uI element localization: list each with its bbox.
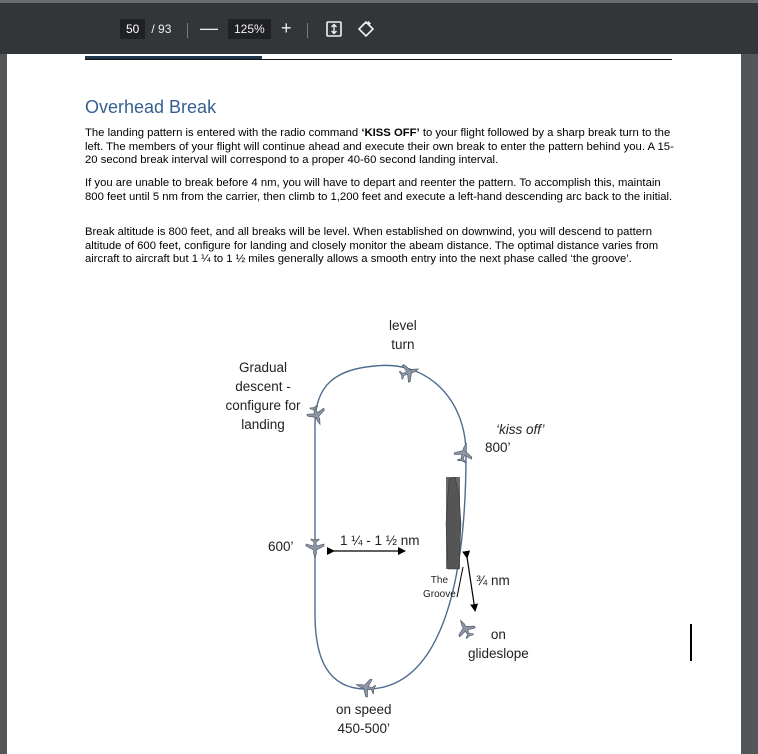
label-600: 600’ xyxy=(268,539,294,554)
label-kiss-off-altitude: 800’ xyxy=(485,440,511,455)
header-rule xyxy=(85,59,672,60)
label-on-glideslope xyxy=(468,625,529,663)
p1-text-end: to your flight followed by a sharp break turn to the left. The members of your flight will continue ahead and execute their own break to enter the pattern behind you. A 15-20 second break interval will correspond to a proper 40-60 second landing interval. xyxy=(85,127,674,167)
label-gradual-line2: descent - xyxy=(235,379,291,394)
label-glideslope-line2: glideslope xyxy=(468,646,529,661)
zoom-out-button[interactable]: — xyxy=(200,18,218,38)
carrier-shape xyxy=(446,477,460,569)
pdf-toolbar xyxy=(0,0,758,54)
pattern-oval xyxy=(314,414,493,691)
page-indicator xyxy=(120,3,171,54)
toolbar-divider xyxy=(187,23,188,38)
section-heading: Overhead Break xyxy=(85,97,217,117)
toolbar-divider xyxy=(307,23,308,38)
label-level-turn-line2: turn xyxy=(391,337,415,352)
label-groove-line1: The xyxy=(430,575,449,586)
page-number-input[interactable]: 50 xyxy=(120,19,145,39)
zoom-input[interactable]: 125% xyxy=(228,19,271,39)
label-glideslope-line1: on xyxy=(490,627,506,642)
fit-page-icon[interactable] xyxy=(325,3,343,54)
label-on-speed-line2: 450-500’ xyxy=(337,721,391,736)
label-level-turn xyxy=(389,316,417,354)
label-on-speed xyxy=(336,700,392,738)
label-gradual-descent xyxy=(217,358,309,434)
p1-bold-command: ‘KISS OFF’ xyxy=(361,127,420,139)
label-level-turn-line1: level xyxy=(389,318,417,333)
paragraph-3: Break altitude is 800 feet, and all breaks will be level. When established on downwind, you will descend to pattern altitude of 600 feet, configure for landing and closely monitor the abeam distance. The optimal distance varies from aircraft to aircraft but 1 ¼ to 1 ½ miles generally allows a smooth entry into the next phase called ‘the groove’. xyxy=(85,226,659,266)
label-gradual-line1: Gradual xyxy=(238,360,288,375)
page-total: / 93 xyxy=(151,21,172,36)
label-on-speed-line1: on speed xyxy=(336,702,392,717)
pattern-path xyxy=(315,363,466,687)
paragraph-2: If you are unable to break before 4 nm, you will have to depart and reenter the pattern. To accomplish this, maintain 800 feet until 5 nm from the carrier, then climb to 1,200 feet and execute a left-hand descending arc back to the initial. xyxy=(85,177,673,203)
aircraft-kiss-off-icon xyxy=(453,441,475,464)
zoom-level xyxy=(228,3,271,54)
p1-text-start: The landing pattern is entered with the radio command xyxy=(85,127,362,139)
paragraph-1 xyxy=(85,127,680,168)
zoom-in-button[interactable]: + xyxy=(281,18,292,38)
label-gradual-line4: landing xyxy=(241,417,285,432)
text-cursor xyxy=(690,624,692,661)
label-groove-line2: Groove xyxy=(423,589,456,600)
label-gradual-line3: configure for xyxy=(225,398,301,413)
carrier-deck xyxy=(446,477,461,569)
aircraft-on-speed-icon xyxy=(354,676,377,698)
rotate-icon[interactable] xyxy=(356,3,376,54)
groove-arrow xyxy=(467,557,475,610)
groove-line xyxy=(457,567,463,597)
label-the-groove xyxy=(423,574,456,602)
aircraft-level-turn-icon xyxy=(398,360,422,383)
pdf-page xyxy=(7,54,741,754)
label-three-quarter-nm: ¾ nm xyxy=(476,573,510,588)
landing-pattern-oval xyxy=(315,365,466,689)
aircraft-600-icon xyxy=(306,539,324,558)
label-kiss-off: ‘kiss off’ xyxy=(496,422,545,437)
label-abeam-distance: 1 ¼ - 1 ½ nm xyxy=(340,533,420,548)
